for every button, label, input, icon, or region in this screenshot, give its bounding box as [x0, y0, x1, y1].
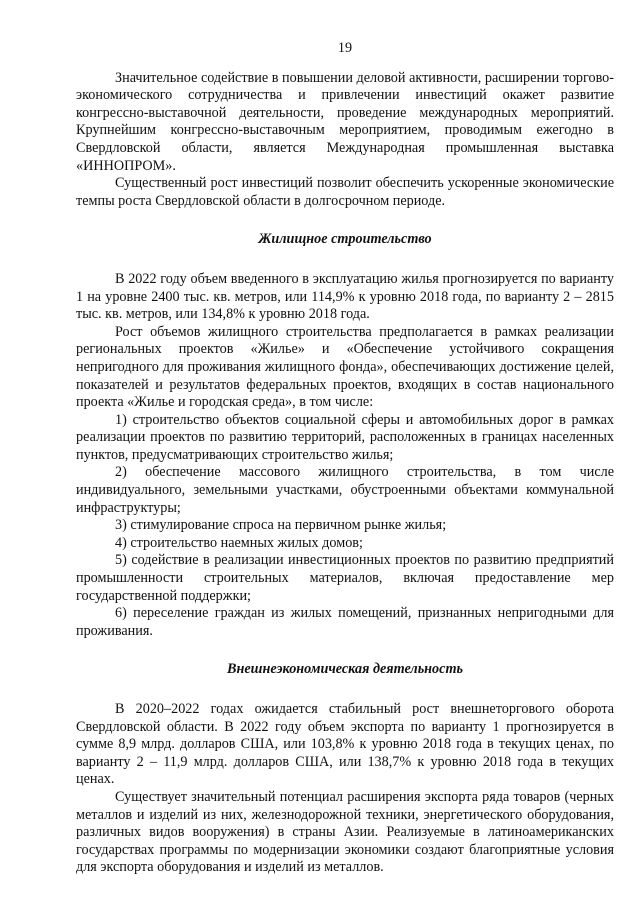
housing-paragraph-forecast: В 2022 году объем введенного в эксплуатацию жилья прогнозируется по варианту 1 на уровне 2400 тыс. кв. метров, или 114,9% к уровню 2018 года, по варианту 2 – 2815 тыс. кв. метров, или 134,8% к уровню 2018 года.	[76, 270, 614, 323]
document-page	[76, 40, 614, 877]
spacer	[76, 679, 614, 701]
housing-list-item-1: 1) строительство объектов социальной сферы и автомобильных дорог в рамках реализации проектов по развитию территорий, расположенных в границах населенных пунктов, предусматривающих строительство жилья;	[76, 411, 614, 463]
spacer	[76, 249, 614, 271]
foreign-trade-heading: Внешнеэкономическая деятельность	[227, 661, 463, 678]
housing-heading: Жилищное строительство	[258, 231, 432, 248]
page-number: 19	[337, 40, 353, 56]
housing-list-item-2: 2) обеспечение массового жилищного строительства, в том числе индивидуального, земельными участками, обустроенными объектами коммунальной инфраструктуры;	[76, 464, 614, 516]
spacer	[76, 640, 614, 661]
foreign-trade-paragraph-potential: Существует значительный потенциал расширения экспорта ряда товаров (черных металлов и изделий из них, железнодорожной техники, энергетического оборудования, различных видов вооружения) в страны Азии. Реализуемые в латиноамериканских государствах программы по модернизации экономики создают благоприятные условия для экспорта оборудования и изделий из металлов.	[76, 788, 614, 876]
housing-list-item-5: 5) содействие в реализации инвестиционных проектов по развитию предприятий промышленности строительных материалов, включая предоставление мер государственной поддержки;	[76, 552, 614, 604]
housing-list-item-3: 3) стимулирование спроса на первичном рынке жилья;	[115, 517, 447, 534]
housing-list-item-4: 4) строительство наемных жилых домов;	[115, 534, 363, 551]
intro-paragraph-1: Значительное содействие в повышении деловой активности, расширении торгово-экономического сотрудничества и привлечении инвестиций окажет развитие конгрессно-выставочной деятельности, проведение международных мероприятий. Крупнейшим конгрессно-выставочным мероприятием, проводимым ежегодно в Свердловской области, является Международная промышленная выставка «ИННОПРОМ».	[76, 69, 614, 174]
housing-list-item-6: 6) переселение граждан из жилых помещений, признанных непригодными для проживания.	[76, 605, 614, 639]
foreign-trade-paragraph-exports: В 2020–2022 годах ожидается стабильный рост внешнеторгового оборота Свердловской области. В 2022 году объем экспорта по варианту 1 прогнозируется в сумме 8,9 млрд. долларов США, или 103,8% к уровню 2018 года в текущих ценах, по варианту 2 – 11,9 млрд. долларов США, или 138,7% к уровню 2018 года в текущих ценах.	[76, 701, 614, 788]
intro-paragraph-2: Существенный рост инвестиций позволит обеспечить ускоренные экономические темпы роста Свердловской области в долгосрочном периоде.	[76, 175, 614, 209]
spacer	[76, 210, 614, 231]
housing-paragraph-projects: Рост объемов жилищного строительства предполагается в рамках реализации региональных проектов «Жилье» и «Обеспечение устойчивого сокращения непригодного для проживания жилищного фонда», обеспечивающих достижение целей, показателей и результатов федеральных проектов, входящих в состав национального проекта «Жилье и городская среда», в том числе:	[76, 323, 614, 411]
